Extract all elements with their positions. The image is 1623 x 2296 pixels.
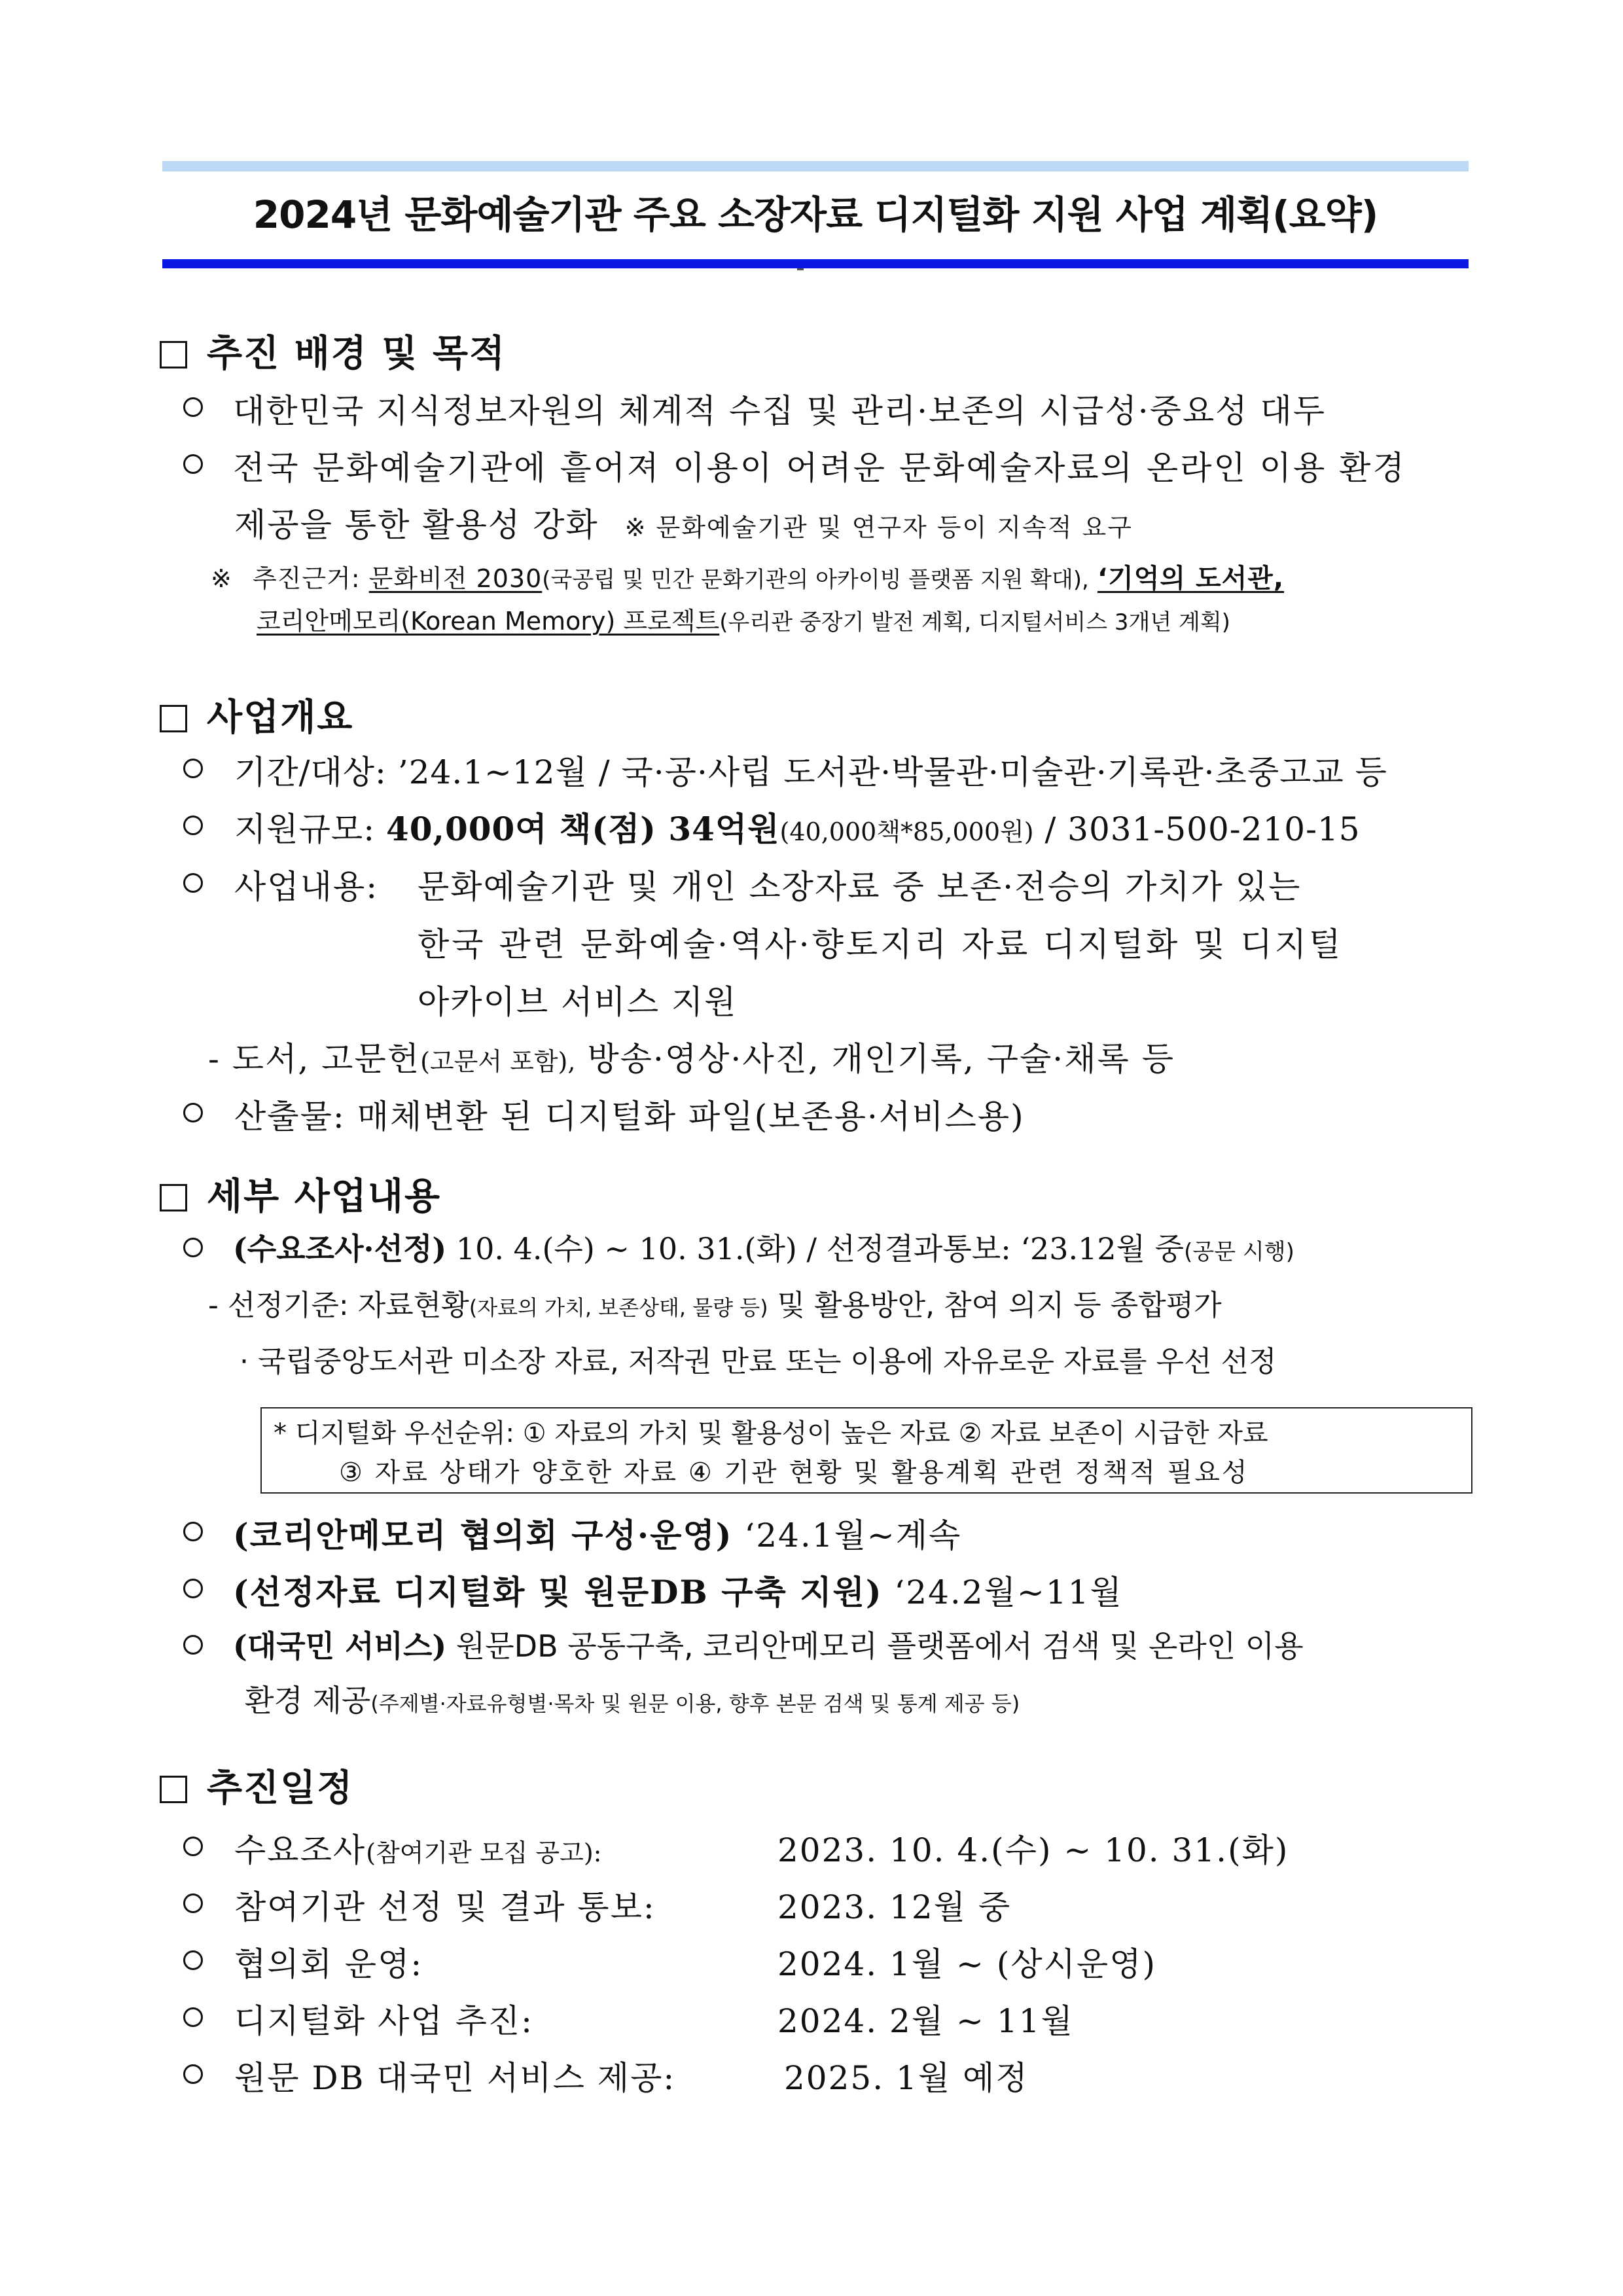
details-public-service-cont: 환경 제공(주제별·자료유형별·목차 및 원문 이용, 향후 본문 검색 및 통계 제공 등) xyxy=(245,1683,1020,1718)
section-overview-heading: 사업개요 xyxy=(160,689,353,741)
schedule-row-label: 디지털화 사업 추진: xyxy=(234,2002,534,2040)
basis-memory: ‘기억의 도서관, xyxy=(1097,564,1285,594)
checkbox-square-icon xyxy=(160,1184,187,1211)
bullet-circle-icon xyxy=(183,1893,203,1913)
basis-line-1: ※ 추진근거: 문화비전 2030(국공립 및 민간 문화기관의 아카이빙 플랫폼 지원 확대), ‘기억의 도서관, xyxy=(211,564,1285,594)
bullet-circle-icon xyxy=(183,2064,203,2084)
details-public-service: (대국민 서비스) 원문DB 공동구축, 코리안메모리 플랫폼에서 검색 및 온라인 이용 xyxy=(233,1628,1304,1664)
bullet-circle-icon xyxy=(183,1837,203,1856)
schedule-row-label: 협의회 운영: xyxy=(234,1945,423,1983)
title-bar-mark xyxy=(797,268,804,270)
basis-vision: 문화비전 2030 xyxy=(368,564,543,593)
bullet-circle-icon xyxy=(183,873,203,893)
priority-note-1: * 디지털화 우선순위: ① 자료의 가치 및 활용성이 높은 자료 ② 자료 보존이 시급한 자료 xyxy=(274,1418,1268,1448)
basis-line-2: 코리안메모리(Korean Memory) 프로젝트(우리관 중장기 발전 계획, 디지털서비스 3개년 계획) xyxy=(257,607,1230,636)
section-details-heading: 세부 사업내용 xyxy=(160,1168,441,1220)
overview-output: 산출물: 매체변환 된 디지털화 파일(보존용·서비스용) xyxy=(234,1098,1025,1136)
checkbox-square-icon xyxy=(160,341,187,368)
details-criteria: - 선정기준: 자료현황(자료의 가치, 보존상태, 물량 등) 및 활용방안, 참여 의지 등 종합평가 xyxy=(208,1289,1222,1322)
schedule-row-date: 2025. 1월 예정 xyxy=(784,2059,1029,2097)
bullet-circle-icon xyxy=(183,1103,203,1122)
overview-period: 기간/대상: ’24.1~12월 / 국·공·사립 도서관·박물관·미술관·기록관·초중고교 등 xyxy=(234,753,1387,791)
overview-scale: 지원규모: 40,000여 책(점) 34억원(40,000책*85,000원) / 3031-500-210-15 xyxy=(234,810,1361,848)
bullet-circle-icon xyxy=(183,2007,203,2027)
schedule-row-date: 2024. 1월 ~ (상시운영) xyxy=(777,1945,1157,1983)
bullet-circle-icon xyxy=(183,1579,203,1598)
overview-types: - 도서, 고문헌(고문서 포함), 방송·영상·사진, 개인기록, 구술·채록 등 xyxy=(208,1040,1175,1078)
schedule-row-date: 2023. 10. 4.(수) ~ 10. 31.(화) xyxy=(777,1831,1289,1869)
section-background-heading: 추진 배경 및 목적 xyxy=(160,325,506,377)
background-note: ※ 문화예술기관 및 연구자 등이 지속적 요구 xyxy=(624,513,1133,542)
title-top-bar xyxy=(162,161,1469,171)
schedule-row-label: 참여기관 선정 및 결과 통보: xyxy=(234,1888,656,1926)
schedule-row-label: 수요조사(참여기관 모집 공고): xyxy=(234,1831,602,1869)
bullet-circle-icon xyxy=(183,397,203,417)
overview-content-3: 아카이브 서비스 지원 xyxy=(418,983,738,1021)
bullet-circle-icon xyxy=(183,759,203,778)
overview-content-1: 문화예술기관 및 개인 소장자료 중 보존·전승의 가치가 있는 xyxy=(418,868,1302,906)
priority-note-2: ③ 자료 상태가 양호한 자료 ④ 기관 현황 및 활용계획 관련 정책적 필요성 xyxy=(339,1458,1249,1488)
bullet-circle-icon xyxy=(183,816,203,835)
background-bullet-2: 전국 문화예술기관에 흩어져 이용이 어려운 문화예술자료의 온라인 이용 환경 xyxy=(233,449,1406,487)
details-council: (코리안메모리 협의회 구성·운영) ‘24.1월~계속 xyxy=(233,1516,962,1554)
overview-content-2: 한국 관련 문화예술·역사·향토지리 자료 디지털화 및 디지털 xyxy=(418,925,1344,963)
overview-content-label: 사업내용: xyxy=(234,868,379,906)
details-priority: · 국립중앙도서관 미소장 자료, 저작권 만료 또는 이용에 자유로운 자료를 우선 선정 xyxy=(240,1345,1277,1378)
checkbox-square-icon xyxy=(160,1776,187,1803)
checkbox-square-icon xyxy=(160,705,187,732)
schedule-row-date: 2023. 12월 중 xyxy=(777,1888,1012,1926)
bullet-circle-icon xyxy=(183,454,203,474)
title-bottom-bar xyxy=(162,259,1469,268)
details-digitization: (선정자료 디지털화 및 원문DB 구축 지원) ‘24.2월~11월 xyxy=(233,1573,1123,1611)
background-bullet-1: 대한민국 지식정보자원의 체계적 수집 및 관리·보존의 시급성·중요성 대두 xyxy=(233,392,1327,430)
bullet-circle-icon xyxy=(183,1635,203,1655)
basis-project: 코리안메모리(Korean Memory) 프로젝트 xyxy=(257,607,720,636)
bullet-circle-icon xyxy=(183,1950,203,1970)
document-title: 2024년 문화예술기관 주요 소장자료 디지털화 지원 사업 계획(요약) xyxy=(253,192,1378,237)
details-survey: (수요조사·선정) 10. 4.(수) ~ 10. 31.(화) / 선정결과통보: ‘23.12월 중(공문 시행) xyxy=(233,1231,1294,1266)
schedule-row-label: 원문 DB 대국민 서비스 제공: xyxy=(234,2059,676,2097)
section-schedule-heading: 추진일정 xyxy=(160,1759,353,1812)
background-bullet-2-cont: 제공을 통한 활용성 강화 ※ 문화예술기관 및 연구자 등이 지속적 요구 xyxy=(234,506,1133,544)
bullet-circle-icon xyxy=(183,1522,203,1541)
bullet-circle-icon xyxy=(183,1238,203,1257)
schedule-row-date: 2024. 2월 ~ 11월 xyxy=(777,2002,1074,2040)
